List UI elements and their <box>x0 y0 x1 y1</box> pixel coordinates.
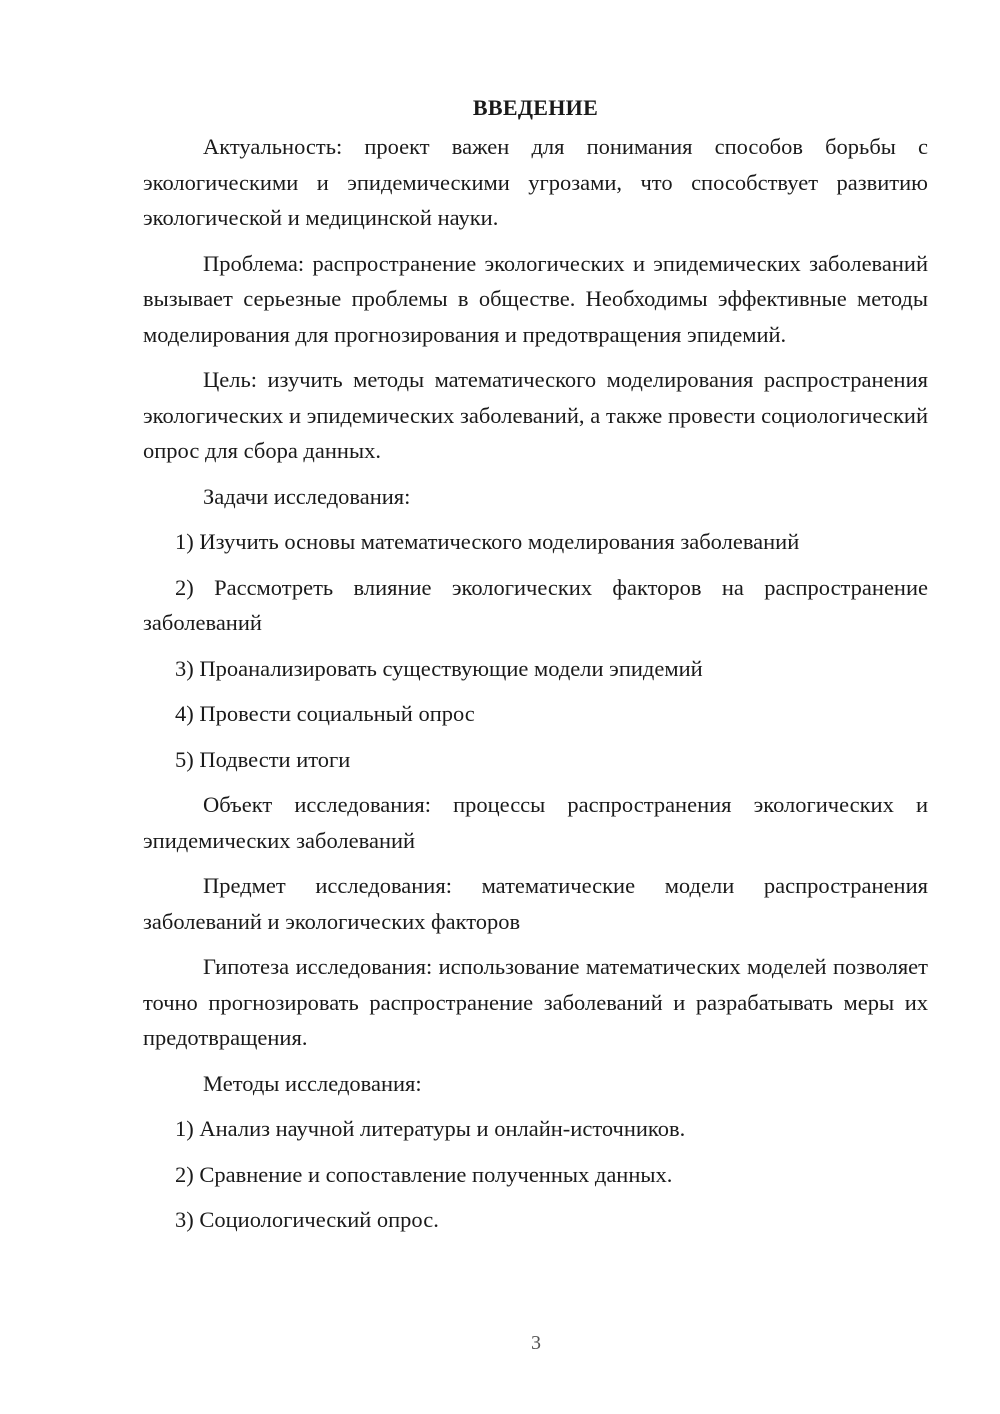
document-page <box>143 90 928 1248</box>
hypothesis-paragraph: Гипотеза исследования: использование математических моделей позволяет точно прогнозировать распространение заболеваний и разрабатывать меры их предотвращения. <box>143 954 928 1050</box>
relevance-paragraph: Актуальность: проект важен для понимания способов борьбы с экологическими и эпидемическими угрозами, что способствует развитию экологической и медицинской науки. <box>143 134 928 230</box>
task-item: 3) Проанализировать существующие модели эпидемий <box>175 655 703 681</box>
tasks-heading: Задачи исследования: <box>203 483 411 509</box>
problem-paragraph: Проблема: распространение экологических и эпидемических заболеваний вызывает серьезные проблемы в обществе. Необходимы эффективные методы моделирования для прогнозирования и предотвращения эпидемий. <box>143 250 928 347</box>
page-number: 3 <box>531 1332 541 1354</box>
goal-paragraph: Цель: изучить методы математического моделирования распространения экологических и эпидемических заболеваний, а также провести социологический опрос для сбора данных. <box>143 367 928 463</box>
task-item: 4) Провести социальный опрос <box>175 701 475 726</box>
method-item: 3) Социологический опрос. <box>175 1207 439 1232</box>
object-paragraph: Объект исследования: процессы распространения экологических и эпидемических заболеваний <box>143 792 928 853</box>
task-item: 1) Изучить основы математического моделирования заболеваний <box>175 529 800 554</box>
methods-heading: Методы исследования: <box>203 1070 422 1096</box>
task-item: 2) Рассмотреть влияние экологических факторов на распространение заболеваний <box>143 574 928 635</box>
subject-paragraph: Предмет исследования: математические модели распространения заболеваний и экологических факторов <box>143 873 928 934</box>
task-item: 5) Подвести итоги <box>175 746 351 772</box>
method-item: 1) Анализ научной литературы и онлайн-источников. <box>175 1116 686 1141</box>
method-item: 2) Сравнение и сопоставление полученных данных. <box>175 1161 673 1187</box>
page-title: ВВЕДЕНИЕ <box>472 95 599 120</box>
